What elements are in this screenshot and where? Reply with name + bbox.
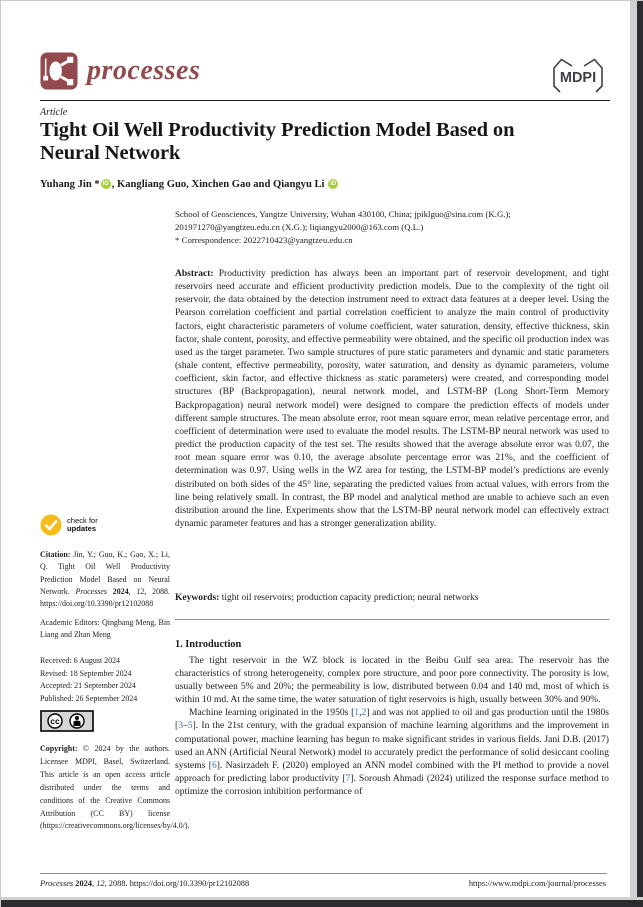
keywords-line: Keywords: tight oil reservoirs; production capacity prediction; neural networks bbox=[175, 593, 479, 603]
header-divider bbox=[40, 100, 610, 101]
article-dates bbox=[40, 655, 170, 705]
citation-link[interactable]: 3 bbox=[178, 720, 183, 732]
mdpi-logo[interactable] bbox=[546, 56, 610, 96]
citation-link[interactable]: 1 bbox=[354, 707, 360, 719]
affiliation-line-1: School of Geosciences, Yangtze University, Wuhan 430100, China; jpiklguo@sina.com (K.G.); bbox=[175, 209, 511, 219]
footer-citation: Processes 2024, 12, 2088. https://doi.org/10.3390/pr12102088 bbox=[40, 879, 250, 888]
citation-note: Citation: Jin, Y.; Guo, K.; Gao, X.; Li, Q. Tight Oil Well Productivity Prediction Model Based on Neural Network. Processes 2024, 12, 2088. https://doi.org/10.3390/pr12102088 bbox=[40, 550, 171, 609]
citation-link[interactable]: 2 bbox=[361, 707, 367, 719]
svg-text:cc: cc bbox=[50, 716, 60, 727]
author-name-1: Yuhang Jin * bbox=[40, 179, 100, 190]
cc-by-license-badge[interactable] bbox=[40, 710, 94, 732]
journal-logo[interactable] bbox=[40, 52, 200, 90]
affiliation-block bbox=[175, 208, 609, 247]
check-for-updates-label: check for updates bbox=[67, 515, 98, 533]
revised-date: Revised: 18 September 2024 bbox=[40, 668, 132, 678]
academic-editors-note: Academic Editors: Qingbang Meng, Bin Liang and Zhan Meng bbox=[40, 618, 170, 640]
introduction-body bbox=[175, 654, 609, 798]
processes-logo-icon bbox=[40, 52, 78, 90]
orcid-icon[interactable]: iD bbox=[330, 181, 337, 187]
section-heading-introduction: 1. Introduction bbox=[175, 639, 242, 650]
paper-title: Tight Oil Well Productivity Prediction Model Based on Neural Network bbox=[40, 119, 515, 165]
footer-divider bbox=[40, 873, 607, 874]
published-date: Published: 26 September 2024 bbox=[40, 693, 138, 703]
author-names-rest: , Kangliang Guo, Xinchen Gao and Qiangyu Li bbox=[111, 179, 328, 190]
journal-name: processes bbox=[87, 55, 201, 86]
keywords-divider bbox=[175, 619, 609, 620]
received-date: Received: 6 August 2024 bbox=[40, 656, 121, 665]
citation-link[interactable]: 6 bbox=[211, 759, 217, 771]
orcid-icon[interactable]: iD bbox=[102, 181, 109, 187]
intro-paragraph-2: Machine learning originated in the 1950s [1,2] and was not applied to oil and gas production until the 1980s [3–5]. In the 21st century, with the gradual expansion of machine learning algorithms and the improvement in computational power, machine learning has begun to make significant strides in various fields. Jani D.B. (2017) used an ANN (Artificial Neural Network) model to accurately predict the performance of solid desiccant cooling systems [6]. Nasirzadeh F. (2020) employed an ANN model combined with the PI method to provide a novel approach for predicting labor productivity [7]. Soroush Ahmadi (2024) utilized the response surface method to optimize the corrosion inhibition performance of bbox=[175, 707, 609, 797]
article-type-label: Article bbox=[40, 107, 68, 118]
citation-link[interactable]: 7 bbox=[345, 772, 351, 784]
authors-line bbox=[40, 179, 339, 190]
footer-journal-url[interactable]: https://www.mdpi.com/journal/processes bbox=[468, 879, 606, 888]
check-icon bbox=[40, 514, 62, 536]
abstract-text: Abstract: Productivity prediction has always been an important part of reservoir development, and tight reservoirs need accurate and efficient productivity prediction models. Due to the complexity of the tight oil reservoir, the data obtained by the detection instrument need to extract data features at a deeper level. Using the Pearson correlation coefficient and partial correlation coefficient to analyze the main control of productivity factors, eight characteristic parameters of volume coefficient, water saturation, density, effective thickness, skin factor, shale content, porosity, and effective permeability were obtained, and the specific oil production index was used as the target parameter. Two sample structures of pure static parameters and dynamic and static parameters (shale content, effective permeability, porosity, water saturation, and density as dynamic parameters, volume coefficient, skin factor, and effective thickness as static parameters) were created, and corresponding model structures (BP (Backpropagation), neural network model, and LSTM-BP (Long Short-Term Memory Backpropagation) neural network model) were designed to compare the prediction effects of models under different sample structures. The mean absolute error, root mean square error, mean relative percentage error, and coefficient of determination were used to evaluate the model results. The LSTM-BP neural network was used to predict the production capacity of the test set. The results showed that the average absolute error was 0.07, the root mean square error was 0.10, the average absolute percentage error was 21%, and the coefficient of determination was 0.97. Using wells in the WZ area for testing, the LSTM-BP model’s predictions are evenly distributed on both sides of the 45° line, separating the predicted values from actual values, with errors from the line being relatively small. In contrast, the BP model and analytical method are unable to achieve such an even distribution around the line. Experiments show that the LSTM-BP neural network model can effectively extract dynamic parameter features and has a stronger generalization ability. bbox=[175, 269, 610, 529]
citation-link[interactable]: 5 bbox=[187, 720, 193, 732]
check-for-updates-button[interactable] bbox=[40, 514, 98, 536]
page-edge bbox=[0, 0, 643, 1]
intro-paragraph-1: The tight reservoir in the WZ block is located in the Beibu Gulf sea area. The reservoir has the characteristics of strong heterogeneity, complex pore structure, and poor pore connectivity. The porosity is low, usually between 5% and 20%; the permeability is low, distributed between 0.04 and 140 md, most of which is within 10 md. At the same time, the water saturation of tight reservoirs is high, usually between 30% and 90%. bbox=[175, 655, 609, 706]
page-edge bbox=[0, 900, 643, 907]
page-edge bbox=[637, 0, 643, 907]
page-edge bbox=[0, 0, 1, 907]
copyright-note: Copyright: © 2024 by the authors. Licensee MDPI, Basel, Switzerland. This article is an open access article distributed under the terms and conditions of the Creative Commons Attribution (CC BY) license (https://creativecommons.org/licenses/by/4.0/). bbox=[40, 744, 190, 831]
affiliation-line-2: 201971270@yangtzeu.edu.cn (X.G.); liqiangyu2000@163.com (Q.L.) bbox=[175, 222, 424, 232]
accepted-date: Accepted: 21 September 2024 bbox=[40, 681, 136, 691]
svg-text:MDPI: MDPI bbox=[559, 70, 597, 86]
correspondence-line: * Correspondence: 2022710423@yangtzeu.edu.cn bbox=[175, 235, 353, 245]
page-edge bbox=[630, 0, 637, 907]
